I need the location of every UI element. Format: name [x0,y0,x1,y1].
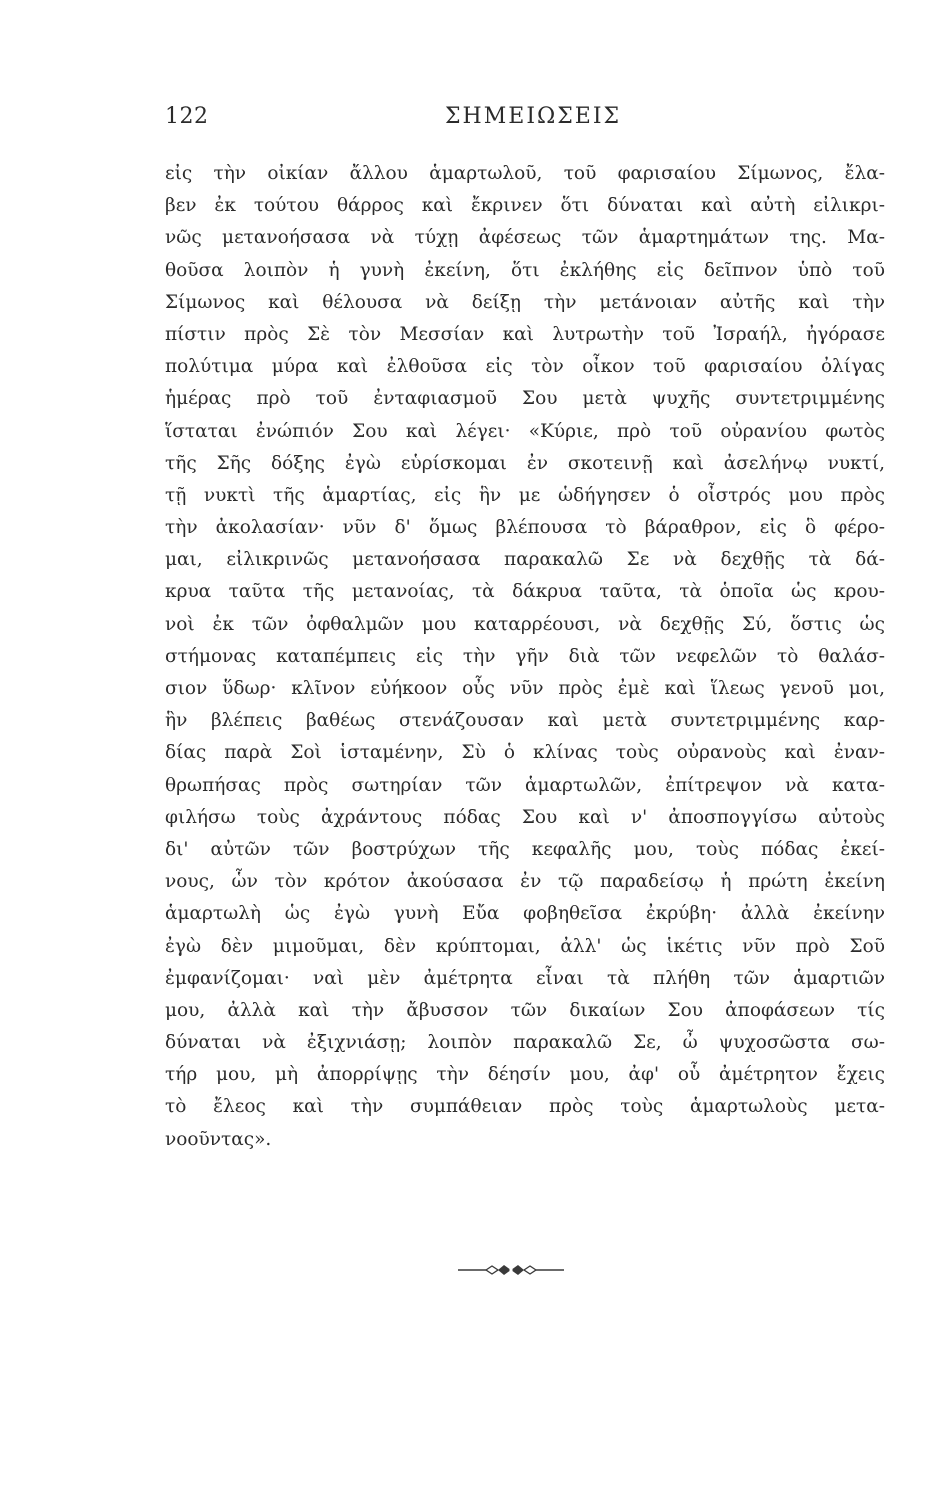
text-line: βεν ἐκ τούτου θάρρος καὶ ἔκρινεν ὅτι δύναται καὶ αὐτὴ εἰλικρι- [165,195,885,217]
page-header [165,104,885,144]
text-line: θοῦσα λοιπὸν ἡ γυνὴ ἐκείνη, ὅτι ἐκλήθης εἰς δεῖπνον ὑπὸ τοῦ [165,259,885,281]
text-line: στήμονας καταπέμπεις εἰς τὴν γῆν διὰ τῶν νεφελῶν τὸ θαλάσ- [165,645,885,667]
text-line: σιον ὕδωρ· κλῖνον εὐήκοον οὖς νῦν πρὸς ἐμὲ καὶ ἵλεως γενοῦ μοι, [165,678,885,699]
text-line: νῶς μετανοήσασα νὰ τύχῃ ἀφέσεως τῶν ἁμαρτημάτων της. Μα- [165,227,885,249]
text-line: τῆς Σῆς δόξης ἐγὼ εὑρίσκομαι ἐν σκοτεινῇ καὶ ἀσελήνῳ νυκτί, [165,452,885,474]
text-line: φιλήσω τοὺς ἀχράντους πόδας Σου καὶ ν' ἀποσπογγίσω αὐτοὺς [165,806,885,828]
text-line: ἐμφανίζομαι· ναὶ μὲν ἀμέτρητα εἶναι τὰ πλήθη τῶν ἁμαρτιῶν [165,967,885,989]
text-line: ἣν βλέπεις βαθέως στενάζουσαν καὶ μετὰ συντετριμμένης καρ- [165,710,885,732]
text-line: τὸ ἔλεος καὶ τὴν συμπάθειαν πρὸς τοὺς ἁμαρτωλοὺς μετα- [165,1096,885,1118]
decorative-rule-ornament-icon [456,1262,566,1276]
text-line: εἰς τὴν οἰκίαν ἄλλου ἁμαρτωλοῦ, τοῦ φαρισαίου Σίμωνος, ἔλα- [165,163,885,184]
text-line: μου, ἀλλὰ καὶ τὴν ἄβυσσον τῶν δικαίων Σου ἀποφάσεων τίς [165,999,885,1021]
text-line: πίστιν πρὸς Σὲ τὸν Μεσσίαν καὶ λυτρωτὴν τοῦ Ἰσραήλ, ἠγόρασε [165,323,885,345]
text-line: πολύτιμα μύρα καὶ ἐλθοῦσα εἰς τὸν οἶκον τοῦ φαρισαίου ὀλίγας [165,356,885,378]
text-line: ἡμέρας πρὸ τοῦ ἐνταφιασμοῦ Σου μετὰ ψυχῆς συντετριμμένης [165,388,885,410]
text-line: δίας παρὰ Σοὶ ἱσταμένην, Σὺ ὁ κλίνας τοὺς οὐρανοὺς καὶ ἐναν- [165,742,885,764]
running-head: ΣΗΜΕΙΩΣΕΙΣ [445,104,622,129]
page-number: 122 [165,104,209,129]
text-line: Σίμωνος καὶ θέλουσα νὰ δείξῃ τὴν μετάνοιαν αὐτῆς καὶ τὴν [165,291,885,313]
text-line: θρωπήσας πρὸς σωτηρίαν τῶν ἁμαρτωλῶν, ἐπίτρεψον νὰ κατα- [165,774,885,796]
text-line: νοὶ ἐκ τῶν ὀφθαλμῶν μου καταρρέουσι, νὰ δεχθῇς Σύ, ὅστις ὡς [165,613,885,635]
body-text [165,158,885,1156]
text-line: ἐγὼ δὲν μιμοῦμαι, δὲν κρύπτομαι, ἀλλ' ὡς ἱκέτις νῦν πρὸ Σοῦ [165,935,885,957]
text-line: τῇ νυκτὶ τῆς ἁμαρτίας, εἰς ἣν με ὡδήγησεν ὁ οἶστρός μου πρὸς [165,484,885,506]
text-line: κρυα ταῦτα τῆς μετανοίας, τὰ δάκρυα ταῦτα, τὰ ὁποῖα ὡς κρου- [165,581,885,603]
text-line: δύναται νὰ ἐξιχνιάσῃ; λοιπὸν παρακαλῶ Σε, ὦ ψυχοσῶστα σω- [165,1032,885,1054]
text-line: νους, ὧν τὸν κρότον ἀκούσασα ἐν τῷ παραδείσῳ ἡ πρώτη ἐκείνη [165,871,885,893]
text-line: ἁμαρτωλὴ ὡς ἐγὼ γυνὴ Εὔα φοβηθεῖσα ἐκρύβη· ἀλλὰ ἐκείνην [165,903,885,925]
text-line: μαι, εἰλικρινῶς μετανοήσασα παρακαλῶ Σε νὰ δεχθῇς τὰ δά- [165,549,885,571]
text-line: τὴν ἀκολασίαν· νῦν δ' ὅμως βλέπουσα τὸ βάραθρον, εἰς ὃ φέρο- [165,517,885,539]
text-line: ἵσταται ἐνώπιόν Σου καὶ λέγει· «Κύριε, πρὸ τοῦ οὐρανίου φωτὸς [165,420,885,442]
text-line: νοοῦντας». [165,1128,272,1150]
text-line: τήρ μου, μὴ ἀπορρίψῃς τὴν δέησίν μου, ἀφ' οὗ ἀμέτρητον ἔχεις [165,1064,885,1086]
text-line: δι' αὐτῶν τῶν βοστρύχων τῆς κεφαλῆς μου, τοὺς πόδας ἐκεί- [165,838,885,860]
